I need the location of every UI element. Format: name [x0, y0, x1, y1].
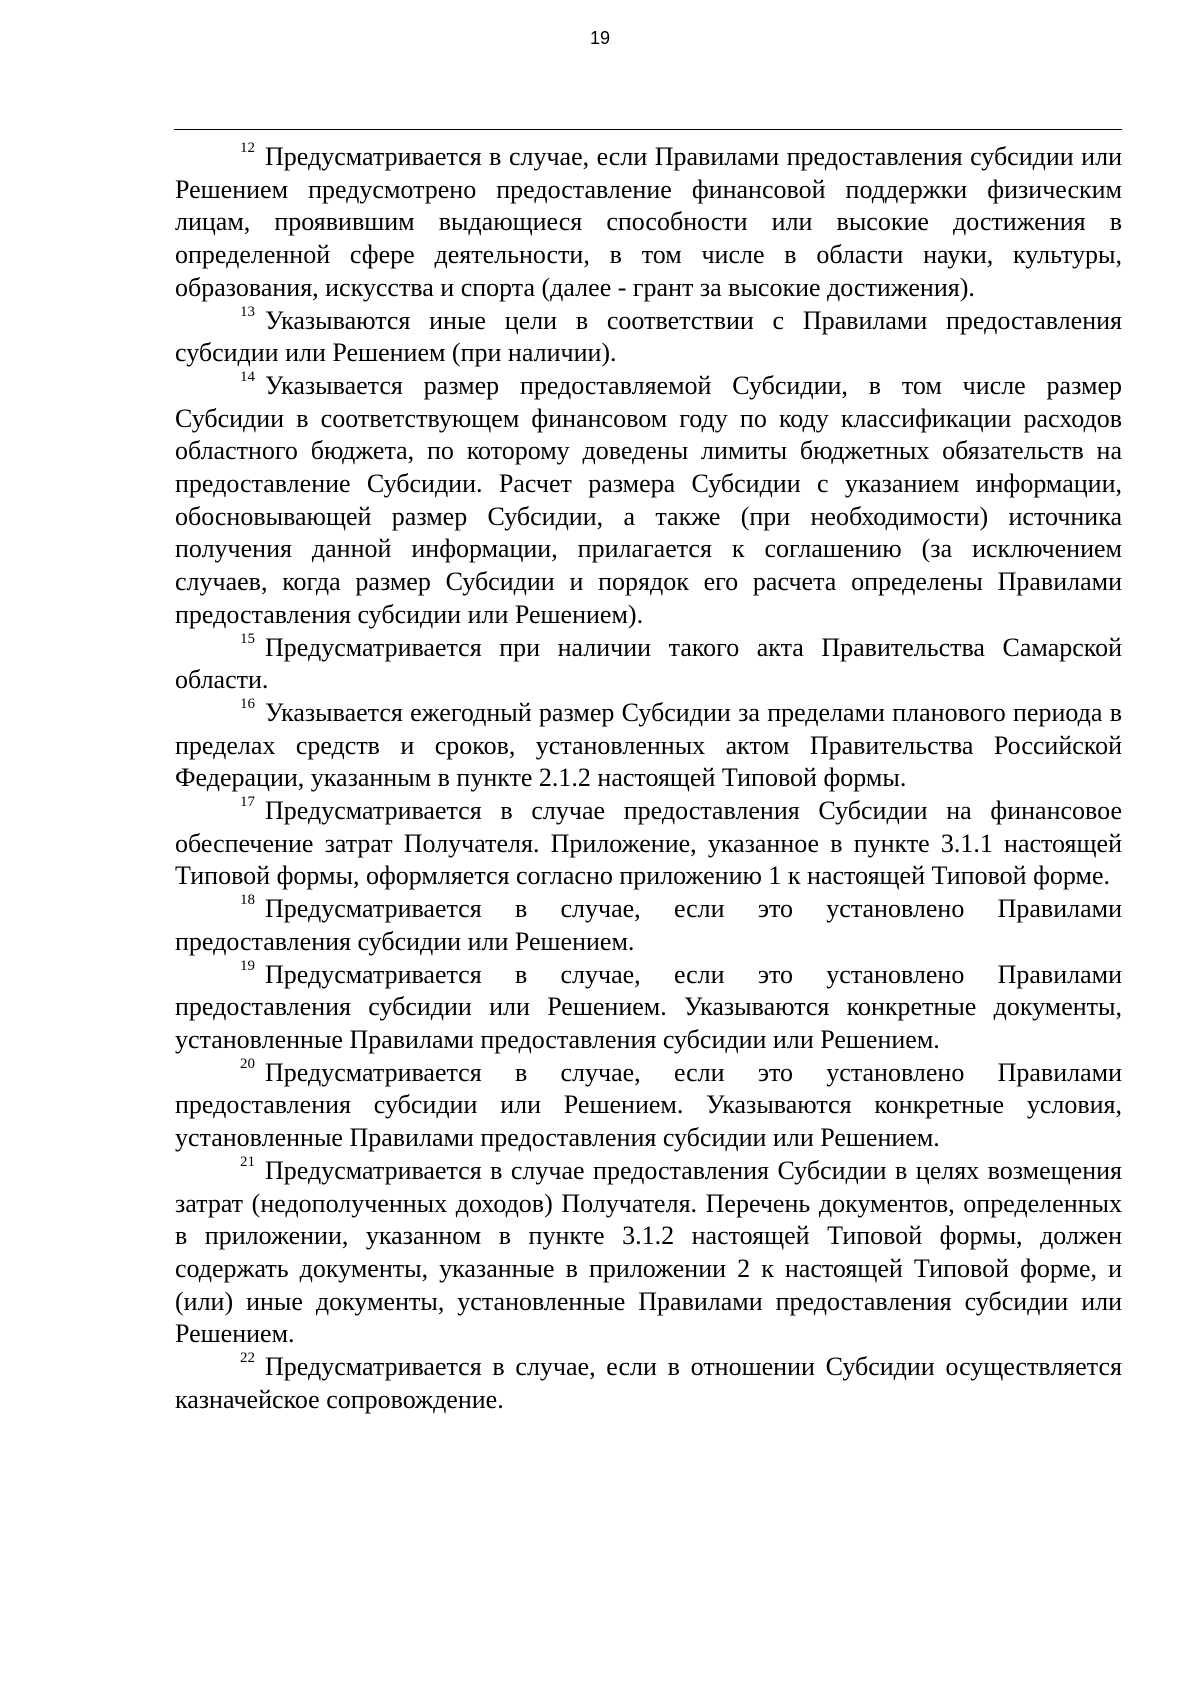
footnote-text: Предусматривается в случае, если это установлено Правилами предоставления субсидии или Решением. Указываются конкретные документы, установленные Правилами предоставления субсидии или Решением.	[175, 959, 1122, 1054]
footnote-marker: 22	[240, 1350, 255, 1367]
footnote-22	[175, 1351, 1122, 1416]
footnote-14	[175, 370, 1122, 632]
footnote-text: Предусматривается в случае предоставления Субсидии на финансовое обеспечение затрат Получателя. Приложение, указанное в пункте 3.1.1 настоящей Типовой формы, оформляется согласно приложению 1 к настоящей Типовой форме.	[175, 796, 1122, 891]
footnote-marker: 18	[240, 892, 255, 909]
footnote-18	[175, 893, 1122, 958]
footnote-marker: 13	[240, 303, 255, 320]
footnote-20	[175, 1057, 1122, 1155]
footnote-text: Предусматривается в случае, если это установлено Правилами предоставления субсидии или Решением.	[175, 894, 1122, 956]
footnote-19	[175, 959, 1122, 1057]
footnote-12	[175, 141, 1122, 305]
footnote-marker: 16	[240, 695, 255, 712]
footnote-marker: 19	[240, 957, 255, 974]
footnote-marker: 14	[240, 368, 255, 385]
footnote-text: Указывается ежегодный размер Субсидии за пределами планового периода в пределах средств и сроков, установленных актом Правительства Российской Федерации, указанным в пункте 2.1.2 настоящей Типовой формы.	[175, 697, 1122, 793]
footnote-text: Предусматривается в случае предоставления Субсидии в целях возмещения затрат (недополученных доходов) Получателя. Перечень документов, определенных в приложении, указанном в пункте 3.1.2 настоящей Типовой формы, должен содержать документы, указанные в приложении 2 к настоящей Типовой форме, и (или) иные документы, установленные Правилами предоставления субсидии или Решением.	[175, 1155, 1122, 1349]
footnote-text: Указывается размер предоставляемой Субсидии, в том числе размер Субсидии в соответствующем финансовом году по коду классификации расходов областного бюджета, по которому доведены лимиты бюджетных обязательств на предоставление Субсидии. Расчет размера Субсидии с указанием информации, обосновывающей размер Субсидии, а также (при необходимости) источника получения данной информации, прилагается к соглашению (за исключением случаев, когда размер Субсидии и порядок его расчета определены Правилами предоставления субсидии или Решением).	[175, 370, 1122, 629]
footnotes-section	[175, 141, 1122, 1416]
footnote-13	[175, 305, 1122, 370]
footnote-16	[175, 697, 1122, 795]
page-number: 19	[589, 28, 611, 48]
footnote-text: Указываются иные цели в соответствии с Правилами предоставления субсидии или Решением (при наличии).	[175, 305, 1122, 368]
footnote-17	[175, 795, 1122, 893]
footnote-separator	[174, 129, 1122, 130]
footnote-marker: 17	[240, 794, 255, 811]
footnote-21	[175, 1155, 1122, 1351]
footnote-text: Предусматривается в случае, если Правилами предоставления субсидии или Решением предусмотрено предоставление финансовой поддержки физическим лицам, проявившим выдающиеся способности или высокие достижения в определенной сфере деятельности, в том числе в области науки, культуры, образования, искусства и спорта (далее - грант за высокие достижения).	[175, 142, 1122, 302]
footnote-text: Предусматривается при наличии такого акта Правительства Самарской области.	[175, 632, 1122, 695]
footnote-text: Предусматривается в случае, если это установлено Правилами предоставления субсидии или Решением. Указываются конкретные условия, установленные Правилами предоставления субсидии или Решением.	[175, 1057, 1122, 1153]
footnote-marker: 20	[240, 1055, 255, 1072]
footnote-text: Предусматривается в случае, если в отношении Субсидии осуществляется казначейское сопровождение.	[175, 1352, 1122, 1414]
footnote-marker: 15	[240, 630, 255, 647]
footnote-marker: 12	[240, 140, 255, 156]
footnote-marker: 21	[240, 1153, 255, 1170]
footnote-15	[175, 632, 1122, 697]
